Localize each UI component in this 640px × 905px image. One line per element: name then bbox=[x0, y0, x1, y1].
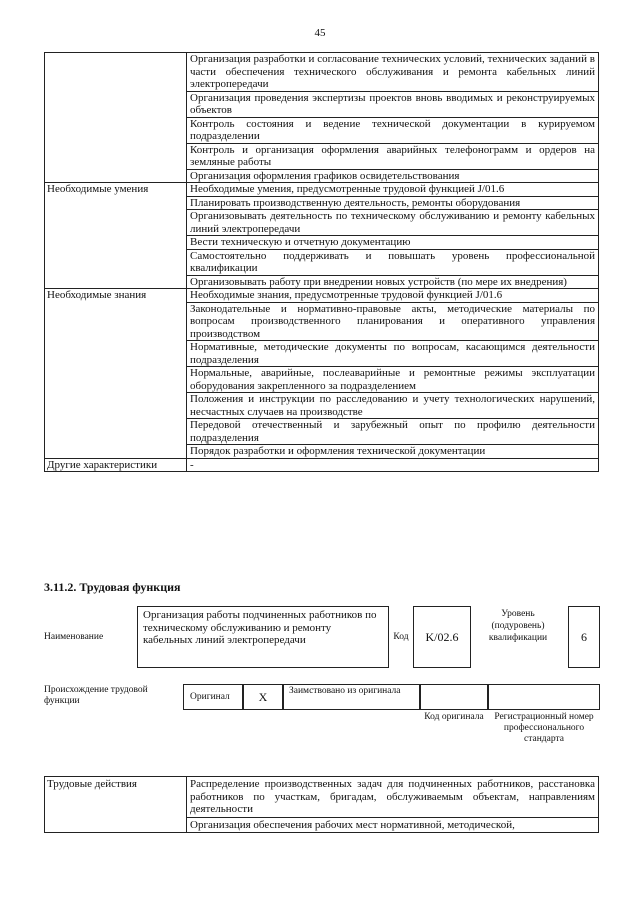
level-label: Уровень (подуровень) квалификации bbox=[488, 609, 548, 643]
original-label: Оригинал bbox=[190, 692, 230, 702]
row-group-label: Трудовые действия bbox=[45, 777, 187, 833]
section-title: 3.11.2. Трудовая функция bbox=[44, 580, 181, 594]
table-row bbox=[45, 777, 599, 818]
reg-number-caption: Регистрационный номер профессионального стандарта bbox=[494, 712, 594, 744]
table-cell-item: Самостоятельно поддерживать и повышать уровень профессиональной квалификации bbox=[187, 249, 599, 275]
table-row bbox=[45, 289, 599, 303]
table-row bbox=[45, 183, 599, 197]
labor-actions-table bbox=[44, 776, 599, 833]
table-cell-item: Планировать производственную деятельность, ремонты оборудования bbox=[187, 196, 599, 210]
table-cell-item: Контроль состояния и ведение технической документации в курируемом подразделении bbox=[187, 117, 599, 143]
table-cell-item: Распределение производственных задач для подчиненных работников, расстановка работников по участкам, бригадам, обслуживаемым объектам, направлениям деятельности bbox=[187, 777, 599, 818]
origin-label: Происхождение трудовой функции bbox=[44, 685, 148, 706]
page-number: 45 bbox=[314, 27, 326, 39]
code-label: Код bbox=[393, 632, 409, 642]
table-cell-item: Организация оформления графиков освидетельствования bbox=[187, 169, 599, 183]
original-cell bbox=[183, 684, 243, 710]
table-cell-item: Контроль и организация оформления аварийных телефонограмм и ордеров на земляные работы bbox=[187, 143, 599, 169]
table-cell-item: Положения и инструкции по расследованию и учету технологических нарушений, несчастных случаев на производстве bbox=[187, 393, 599, 419]
requirements-table bbox=[44, 52, 599, 472]
table-cell-item: Нормативные, методические документы по вопросам, касающимся деятельности подразделения bbox=[187, 341, 599, 367]
table-cell-item: Организация проведения экспертизы проектов вновь вводимых и реконструируемых объектов bbox=[187, 91, 599, 117]
row-group-label: Необходимые умения bbox=[45, 183, 187, 289]
function-name-value: Организация работы подчиненных работников по техническому обслуживанию и ремонту кабельных линий электропередачи bbox=[143, 609, 377, 646]
table-cell-item: Нормальные, аварийные, послеаварийные и ремонтные режимы эксплуатации оборудования закрепленного за подразделением bbox=[187, 367, 599, 393]
borrowed-cell bbox=[283, 684, 420, 710]
original-mark-cell bbox=[243, 684, 283, 710]
table-cell-item: Передовой отечественный и зарубежный опыт по профилю деятельности подразделения bbox=[187, 419, 599, 445]
table-row bbox=[45, 53, 599, 92]
table-cell-item: Организация обеспечения рабочих мест нормативной, методической, bbox=[187, 817, 599, 833]
borrowed-label: Заимствовано из оригинала bbox=[289, 686, 401, 696]
table-row bbox=[45, 458, 599, 472]
table-cell-item: - bbox=[187, 458, 599, 472]
code-original-caption: Код оригинала bbox=[424, 712, 484, 722]
table-cell-item: Организовывать работу при внедрении новых устройств (по мере их внедрения) bbox=[187, 275, 599, 289]
table-cell-item: Законодательные и нормативно-правовые акты, методические материалы по вопросам производственного планирования и оперативного управления производством bbox=[187, 302, 599, 341]
row-group-label: Необходимые знания bbox=[45, 289, 187, 459]
table-cell-item: Организация разработки и согласование технических условий, технических заданий в части обеспечения технического обслуживания и ремонта кабельных линий электропередачи bbox=[187, 53, 599, 92]
reg-number-cell bbox=[488, 684, 600, 710]
table-cell-item: Вести техническую и отчетную документацию bbox=[187, 236, 599, 250]
original-mark: X bbox=[258, 689, 268, 704]
level-value: 6 bbox=[581, 629, 587, 644]
level-value-box bbox=[568, 606, 600, 668]
name-label: Наименование bbox=[44, 632, 104, 642]
table-cell-item: Организовывать деятельность по техническому обслуживанию и ремонту кабельных линий электропередачи bbox=[187, 210, 599, 236]
table-cell-item: Порядок разработки и оформления технической документации bbox=[187, 445, 599, 459]
function-name-box bbox=[137, 606, 389, 668]
code-original-cell bbox=[420, 684, 488, 710]
code-value-box bbox=[413, 606, 471, 668]
table-cell-item: Необходимые умения, предусмотренные трудовой функцией J/01.6 bbox=[187, 183, 599, 197]
code-value: K/02.6 bbox=[425, 629, 459, 644]
row-group-label bbox=[45, 53, 187, 183]
row-group-label: Другие характеристики bbox=[45, 458, 187, 472]
table-cell-item: Необходимые знания, предусмотренные трудовой функцией J/01.6 bbox=[187, 289, 599, 303]
